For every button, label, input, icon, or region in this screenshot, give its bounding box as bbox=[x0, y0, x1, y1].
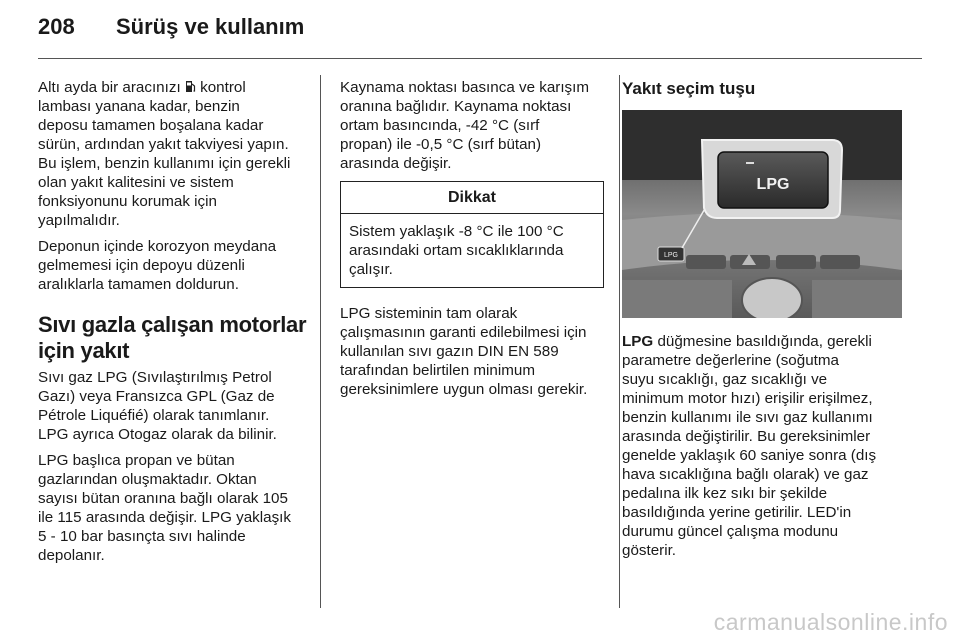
text-line bbox=[38, 78, 308, 97]
text-line: genelde yaklaşık 60 saniye sonra (dış bbox=[622, 447, 877, 464]
text-line: çalışmasının garanti edilebilmesi için bbox=[340, 324, 587, 341]
text-line: arasındaki ortam sıcaklıklarında bbox=[349, 242, 564, 259]
text-line: Kaynama noktası basınca ve karışım bbox=[340, 79, 590, 96]
notice-title: Dikkat bbox=[341, 182, 603, 214]
text-line: Sistem yaklaşık -8 °C ile 100 °C bbox=[349, 223, 564, 240]
heading-line: için yakıt bbox=[38, 338, 130, 363]
text-line: gereksinimlere uygun olması gerekir. bbox=[340, 381, 588, 398]
small-lpg-label: LPG bbox=[663, 252, 679, 259]
lpg-button-photo bbox=[622, 110, 902, 318]
section-heading-lpg-fuel bbox=[38, 312, 308, 364]
text-line: sürün, ardından yakıt takviyesi yapın. bbox=[38, 136, 289, 153]
paragraph-lpg-definition bbox=[38, 368, 308, 444]
text-line: lambası yanana kadar, benzin bbox=[38, 98, 240, 115]
notice-body bbox=[341, 214, 603, 287]
text-line: çalışır. bbox=[349, 261, 393, 278]
text-line: ortam basıncında, -42 °C (sırf bbox=[340, 117, 540, 134]
text-line: deposu tamamen boşalana kadar bbox=[38, 117, 264, 134]
text-line: hava sıcaklığına bağlı olarak) ve gaz bbox=[622, 466, 869, 483]
text-line: 5 - 10 bar basınçta sıvı halinde bbox=[38, 528, 246, 545]
text-line: Bu işlem, benzin kullanımı için gerekli bbox=[38, 155, 291, 172]
notice-box bbox=[340, 181, 604, 288]
lpg-keyword: LPG bbox=[622, 333, 654, 350]
header-rule bbox=[38, 58, 922, 59]
section-title: Sürüş ve kullanım bbox=[116, 14, 305, 39]
text-line: Deponun içinde korozyon meydana bbox=[38, 238, 277, 255]
text-line: benzin kullanımı ile sıvı gaz kullanımı bbox=[622, 409, 873, 426]
text-line: propan) ile -0,5 °C (sırf bütan) bbox=[340, 136, 542, 153]
column-divider-1 bbox=[320, 75, 321, 608]
text-line: kullanılan sıvı gazın DIN EN 589 bbox=[340, 343, 559, 360]
text-line: minimum motor hızı) erişilir erişilmez, bbox=[622, 390, 873, 407]
text-line: Sıvı gaz LPG (Sıvılaştırılmış Petrol bbox=[38, 369, 272, 386]
text-line: ile 115 arasında değişir. LPG yaklaşık bbox=[38, 509, 291, 526]
text-line: parametre değerlerine (soğutma bbox=[622, 352, 839, 369]
text-line: tarafından belirtilen minimum bbox=[340, 362, 535, 379]
paragraph-boiling-point bbox=[340, 78, 604, 173]
heading-line: Sıvı gazla çalışan motorlar bbox=[38, 312, 307, 337]
text-line: LPG sisteminin tam olarak bbox=[340, 305, 518, 322]
lpg-button-label: LPG bbox=[756, 176, 790, 193]
column-divider-2 bbox=[619, 75, 620, 608]
column-1 bbox=[38, 78, 308, 572]
text-segment: Altı ayda bir aracınızı bbox=[38, 79, 181, 96]
paragraph-check-lamp bbox=[38, 78, 308, 230]
paragraph-corrosion bbox=[38, 237, 308, 294]
text-line: suyu sıcaklığı, gaz sıcaklığı ve bbox=[622, 371, 828, 388]
page-header bbox=[38, 14, 304, 44]
column-3 bbox=[622, 78, 904, 567]
text-line: durumu güncel çalışma modunu bbox=[622, 523, 839, 540]
text-line: depolanır. bbox=[38, 547, 105, 564]
text-line: Pétrole Liquéfié) olarak tanımlanır. bbox=[38, 407, 270, 424]
text-line: pedalına ilk kez sıkı bir şekilde bbox=[622, 485, 828, 502]
text-line: arasında değişir. bbox=[340, 155, 452, 172]
text-line: LPG başlıca propan ve bütan bbox=[38, 452, 235, 469]
text-segment: kontrol bbox=[195, 79, 246, 96]
text-line: olan yakıt kalitesini ve sistem bbox=[38, 174, 234, 191]
text-line: oranına bağlıdır. Kaynama noktası bbox=[340, 98, 572, 115]
text-line: aralıklarla tamamen doldurun. bbox=[38, 276, 239, 293]
section-heading-fuel-selector: Yakıt seçim tuşu bbox=[622, 79, 756, 98]
text-line: LPG ayrıca Otogaz olarak da bilinir. bbox=[38, 426, 277, 443]
text-line: fonksiyonunu korumak için bbox=[38, 193, 217, 210]
text-line bbox=[622, 332, 904, 351]
column-2 bbox=[340, 78, 604, 406]
paragraph-lpg-composition bbox=[38, 451, 308, 565]
text-line: basıldığında yerine getirilir. LED'in bbox=[622, 504, 852, 521]
watermark: carmanualsonline.info bbox=[713, 609, 948, 635]
paragraph-din-standard bbox=[340, 304, 604, 399]
text-line: gösterir. bbox=[622, 542, 677, 559]
fuel-pump-icon bbox=[185, 80, 196, 93]
paragraph-lpg-button bbox=[622, 332, 904, 560]
text-line: gazlarından oluşmaktadır. Oktan bbox=[38, 471, 257, 488]
text-line: arasında değiştirilir. Bu gereksinimler bbox=[622, 428, 871, 445]
text-line: yapılmalıdır. bbox=[38, 212, 120, 229]
text-line: Gazı) veya Fransızca GPL (Gaz de bbox=[38, 388, 275, 405]
page-number: 208 bbox=[38, 14, 75, 39]
text-line: gelmemesi için depoyu düzenli bbox=[38, 257, 245, 274]
text-segment: düğmesine basıldığında, gerekli bbox=[653, 333, 872, 350]
text-line: sayısı bütan oranına bağlı olarak 105 bbox=[38, 490, 288, 507]
